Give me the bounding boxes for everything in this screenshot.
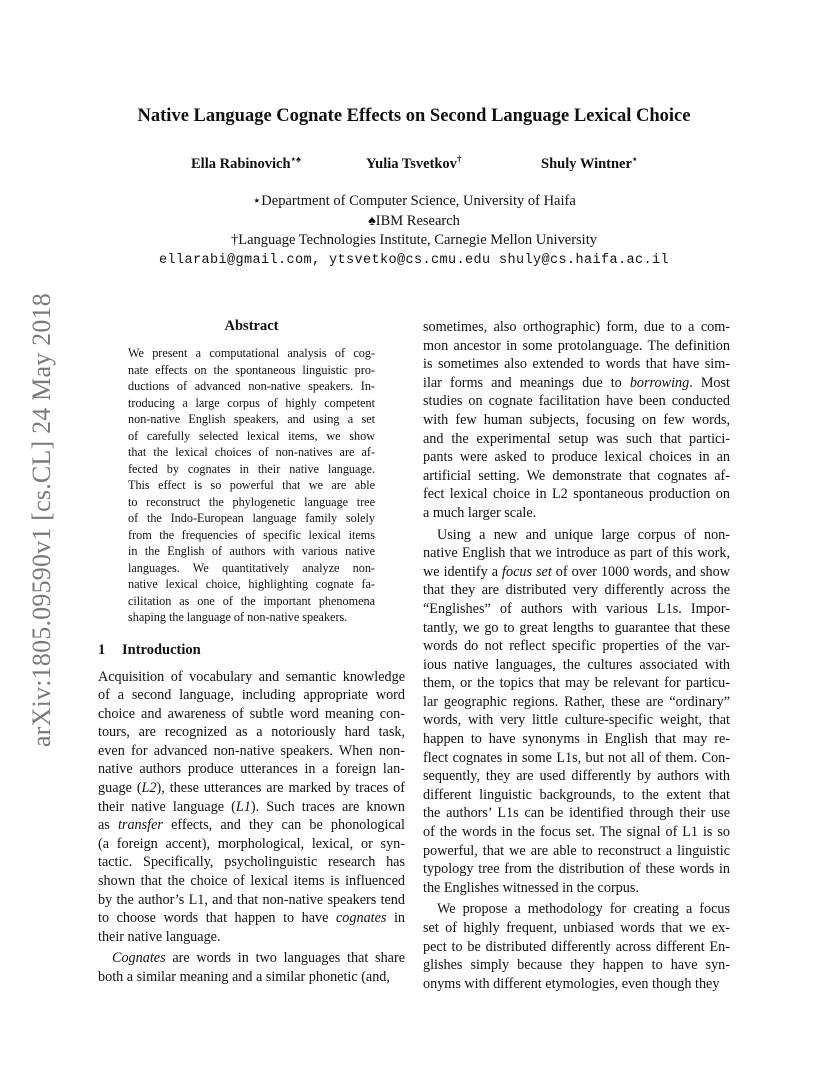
paper-title: Native Language Cognate Effects on Second Language Lexical Choice <box>137 106 691 126</box>
email-list[interactable]: ellarabi@gmail.com, ytsvetko@cs.cmu.edu shuly@cs.haifa.ac.il <box>158 252 670 268</box>
text-line: native English that we introduce as part of this work, <box>423 545 730 562</box>
text-line: that the lexical choices of non-natives are af- <box>128 445 375 459</box>
text-line: pants were asked to produce lexical choices in an <box>423 449 730 466</box>
author-marks: † <box>456 154 462 164</box>
text-line: from the frequencies of specific lexical items <box>128 527 375 542</box>
text-line: native authors produce utterances in a foreign lan- <box>98 761 405 778</box>
text-line: lar geographic regions. Rather, these are “ordinary” <box>423 693 730 710</box>
section-heading <box>98 642 405 659</box>
text-line: sometimes, also orthographic) form, due to a com- <box>423 319 730 335</box>
paragraph-continued <box>423 318 730 523</box>
text-line: choice and awareness of subtle word meaning con- <box>98 705 405 722</box>
author-marks: ⋆ <box>631 154 638 164</box>
text-line: words, with very little culture-specific weight, that <box>423 712 730 729</box>
text-line: ious native languages, the cultures associated with <box>423 656 730 673</box>
text-line: and the experimental setup was such that partici- <box>423 430 730 447</box>
text-line: in the English of authors with various native <box>128 544 375 558</box>
author-marks: ⋆♠ <box>290 154 301 164</box>
author-name: Ella Rabinovich <box>191 155 291 172</box>
text-line: the authors’ L1s can be identified through their use <box>423 805 730 822</box>
author-1 <box>191 154 301 173</box>
text-line: their native language (L1). Such traces are known <box>98 798 405 815</box>
text-line: “Englishes” of authors with various L1s. Impor- <box>423 600 730 617</box>
text-line: studies on cognate facilitation have been conducted <box>423 393 730 410</box>
abstract-heading: Abstract <box>224 318 279 334</box>
text-line: both a similar meaning and a similar phonetic (and, <box>98 969 390 985</box>
text-line: artificial setting. We demonstrate that cognates af- <box>423 467 730 484</box>
author-name: Shuly Wintner <box>541 155 632 172</box>
text-line: This effect is so powerful that we are able <box>128 478 375 492</box>
text-line: mon ancestor in some protolanguage. The definition <box>423 337 730 354</box>
left-column <box>98 318 405 990</box>
text-line: of carefully selected lexical items, we show <box>128 428 375 443</box>
text-line: a much larger scale. <box>423 504 537 521</box>
text-line: pect to be distributed differently across different En- <box>423 938 730 955</box>
text-line: Acquisition of vocabulary and semantic knowledge <box>98 668 405 685</box>
text-line: glishes simply because they happen to have syn- <box>423 957 730 974</box>
text-line: happen to have synonyms in English that may re- <box>423 731 730 748</box>
text-line: of the words in the focus set. The signal of L1 is so <box>423 824 730 841</box>
text-line: non-native English speakers, and using a set <box>128 412 375 426</box>
text-line: different linguistic backgrounds, to the extent that <box>423 786 730 803</box>
text-line: typology tree from the distribution of these words in <box>423 861 730 878</box>
text-line: is sometimes also extended to words that have sim- <box>423 356 730 373</box>
right-column <box>423 318 730 996</box>
text-line: Cognates are words in two languages that share <box>112 950 405 967</box>
author-3 <box>541 154 638 173</box>
text-line: tantly, we go to great lengths to guarantee that these <box>423 619 730 636</box>
text-line: their native language. <box>98 928 221 945</box>
arxiv-watermark <box>20 280 64 760</box>
text-line: languages. We quantitatively analyze non- <box>128 560 375 575</box>
section-number: 1 <box>98 641 106 658</box>
affiliation-haifa: ⋆Department of Computer Science, University of Haifa <box>252 193 576 209</box>
text-line: flect cognates in some L1s, but not all of them. Con- <box>423 749 730 766</box>
text-line: shown that the choice of lexical items is influenced <box>98 873 405 890</box>
text-line: to reconstruct the phylogenetic language tree <box>128 494 375 509</box>
text-line: the Englishes witnessed in the corpus. <box>423 879 639 896</box>
text-line: as transfer effects, and they can be phonological <box>98 817 405 834</box>
text-line: of a second language, including appropriate word <box>98 687 405 704</box>
text-line: with few human subjects, focusing on few words, <box>423 411 730 428</box>
text-line: set of highly frequent, unbiased words that we ex- <box>423 920 730 936</box>
text-line: nate effects on the spontaneous linguistic pro- <box>128 362 375 377</box>
paragraph-methodology <box>423 900 730 993</box>
text-line: of the Indo-European language family solely <box>128 511 375 525</box>
intro-paragraph-2 <box>98 949 405 986</box>
text-line: to choose words that happen to have cognates in <box>98 910 406 927</box>
text-line: cilitation as one of the important phenomena <box>128 593 375 608</box>
text-line: ilar forms and meanings due to borrowing. Most <box>423 374 730 391</box>
paragraph-focus-set <box>423 526 730 898</box>
text-line: sequently, they are used differently by authors with <box>423 768 730 785</box>
text-line: We propose a methodology for creating a focus <box>437 901 730 918</box>
text-line: tactic. Specifically, psycholinguistic research has <box>98 854 405 871</box>
intro-paragraph-1 <box>98 668 405 947</box>
text-line: tours, are recognized as a notoriously hard task, <box>98 724 405 741</box>
abstract-text <box>128 345 375 626</box>
author-2 <box>366 154 461 173</box>
text-line: (a foreign accent), morphological, lexical, or syn- <box>98 835 405 852</box>
arxiv-id: arXiv:1805.09590v1 [cs.CL] 24 May 2018 <box>27 293 56 747</box>
affiliation-cmu: †Language Technologies Institute, Carnegie Mellon University <box>231 232 597 248</box>
affiliations <box>0 192 828 270</box>
text-line: powerful, that we are able to reconstruct a linguistic <box>423 842 730 859</box>
text-line: We present a computational analysis of cog- <box>128 346 375 360</box>
text-line: we identify a focus set of over 1000 words, and show <box>423 563 730 580</box>
text-line: shaping the language of non-native speakers. <box>128 610 348 624</box>
author-list <box>0 154 828 176</box>
text-line: onyms with different etymologies, even though they <box>423 975 720 992</box>
section-title: Introduction <box>122 641 201 658</box>
text-line: ductions of advanced non-native speakers. In- <box>128 379 375 393</box>
affiliation-ibm: ♠IBM Research <box>368 212 460 229</box>
text-line: guage (L2), these utterances are marked by traces of <box>98 780 405 797</box>
text-line: native lexical choice, highlighting cognate fa- <box>128 577 375 591</box>
author-name: Yulia Tsvetkov <box>366 155 457 172</box>
text-line: fect lexical choice in L2 spontaneous production on <box>423 486 730 503</box>
text-line: words do not reflect specific properties of the var- <box>423 638 730 655</box>
text-line: Using a new and unique large corpus of non- <box>437 526 730 543</box>
text-line: by the author’s L1, and that non-native speakers tend <box>98 891 405 908</box>
text-line: that they are distributed very differently across the <box>423 582 730 599</box>
text-line: even for advanced non-native speakers. When non- <box>98 742 405 759</box>
text-line: fected by cognates in their native language. <box>128 461 375 476</box>
text-line: them, or the topics that may be relevant for particu- <box>423 675 730 692</box>
text-line: troducing a large corpus of highly competent <box>128 395 375 410</box>
